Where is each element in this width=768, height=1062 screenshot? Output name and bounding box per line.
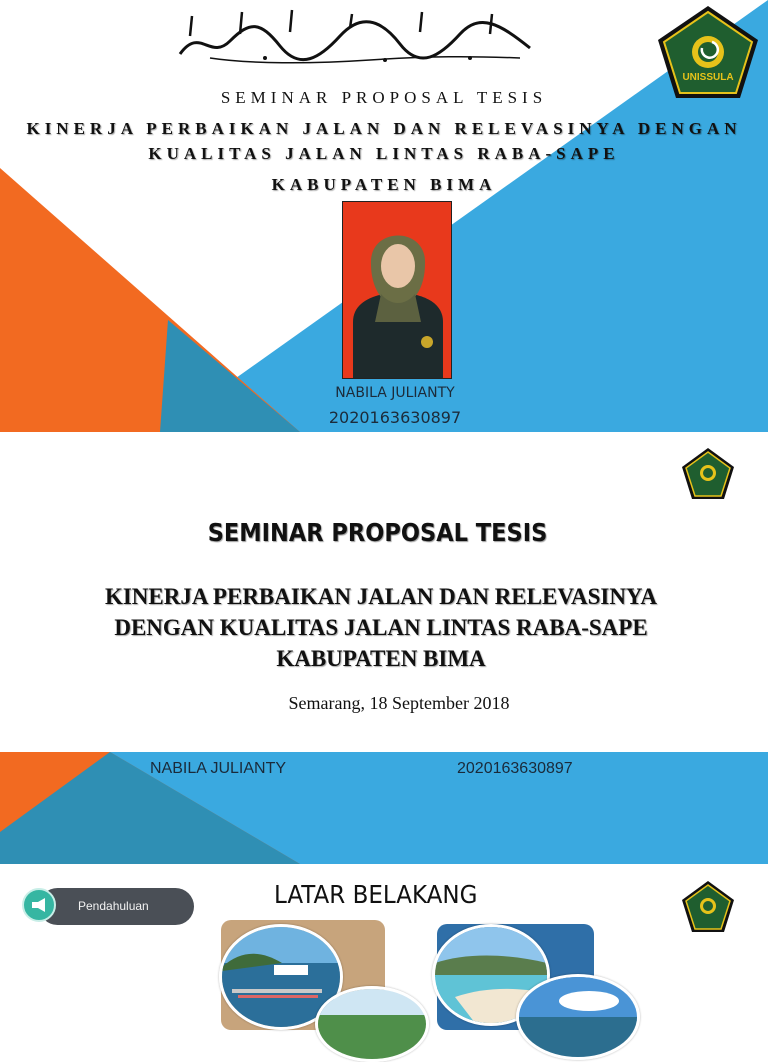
slide2-title-line-1: KINERJA PERBAIKAN JALAN DAN RELEVASINYA	[104, 584, 658, 609]
seminar-date: Semarang, 18 September 2018	[288, 693, 510, 713]
student-portrait-photo	[342, 201, 452, 379]
slide1-title-line-2: KUALITAS JALAN LINTAS RABA-SAPE	[148, 144, 620, 163]
slide1-student-nim: 2020163630897	[328, 408, 462, 427]
bismillah-calligraphy	[170, 6, 540, 68]
slide3-heading: LATAR BELAKANG	[274, 880, 478, 909]
slide1-title-line-1: KINERJA PERBAIKAN JALAN DAN RELEVASINYA DENGAN	[26, 119, 742, 138]
unissula-logo-small	[680, 447, 736, 501]
coast-photo	[315, 986, 429, 1062]
nav-pill-label: Pendahuluan	[78, 899, 149, 913]
slide1-student-name: NABILA JULIANTY	[335, 385, 455, 401]
title-slide	[0, 0, 768, 432]
unissula-logo-small	[680, 880, 736, 934]
megaphone-icon	[22, 888, 56, 922]
slide2-title-line-3: KABUPATEN BIMA	[276, 646, 486, 671]
slide1-subtitle: SEMINAR PROPOSAL TESIS	[220, 88, 548, 107]
slide2-student-name: NABILA JULIANTY	[150, 760, 287, 777]
sea-sky-photo	[516, 974, 640, 1060]
slide2-title-line-2: DENGAN KUALITAS JALAN LINTAS RABA-SAPE	[114, 615, 648, 640]
slide2-student-nim: 2020163630897	[457, 760, 573, 777]
slide1-title-line-3: KABUPATEN BIMA	[271, 175, 497, 194]
logo-text: UNISSULA	[682, 72, 734, 83]
slide2-heading: SEMINAR PROPOSAL TESIS	[207, 518, 548, 547]
